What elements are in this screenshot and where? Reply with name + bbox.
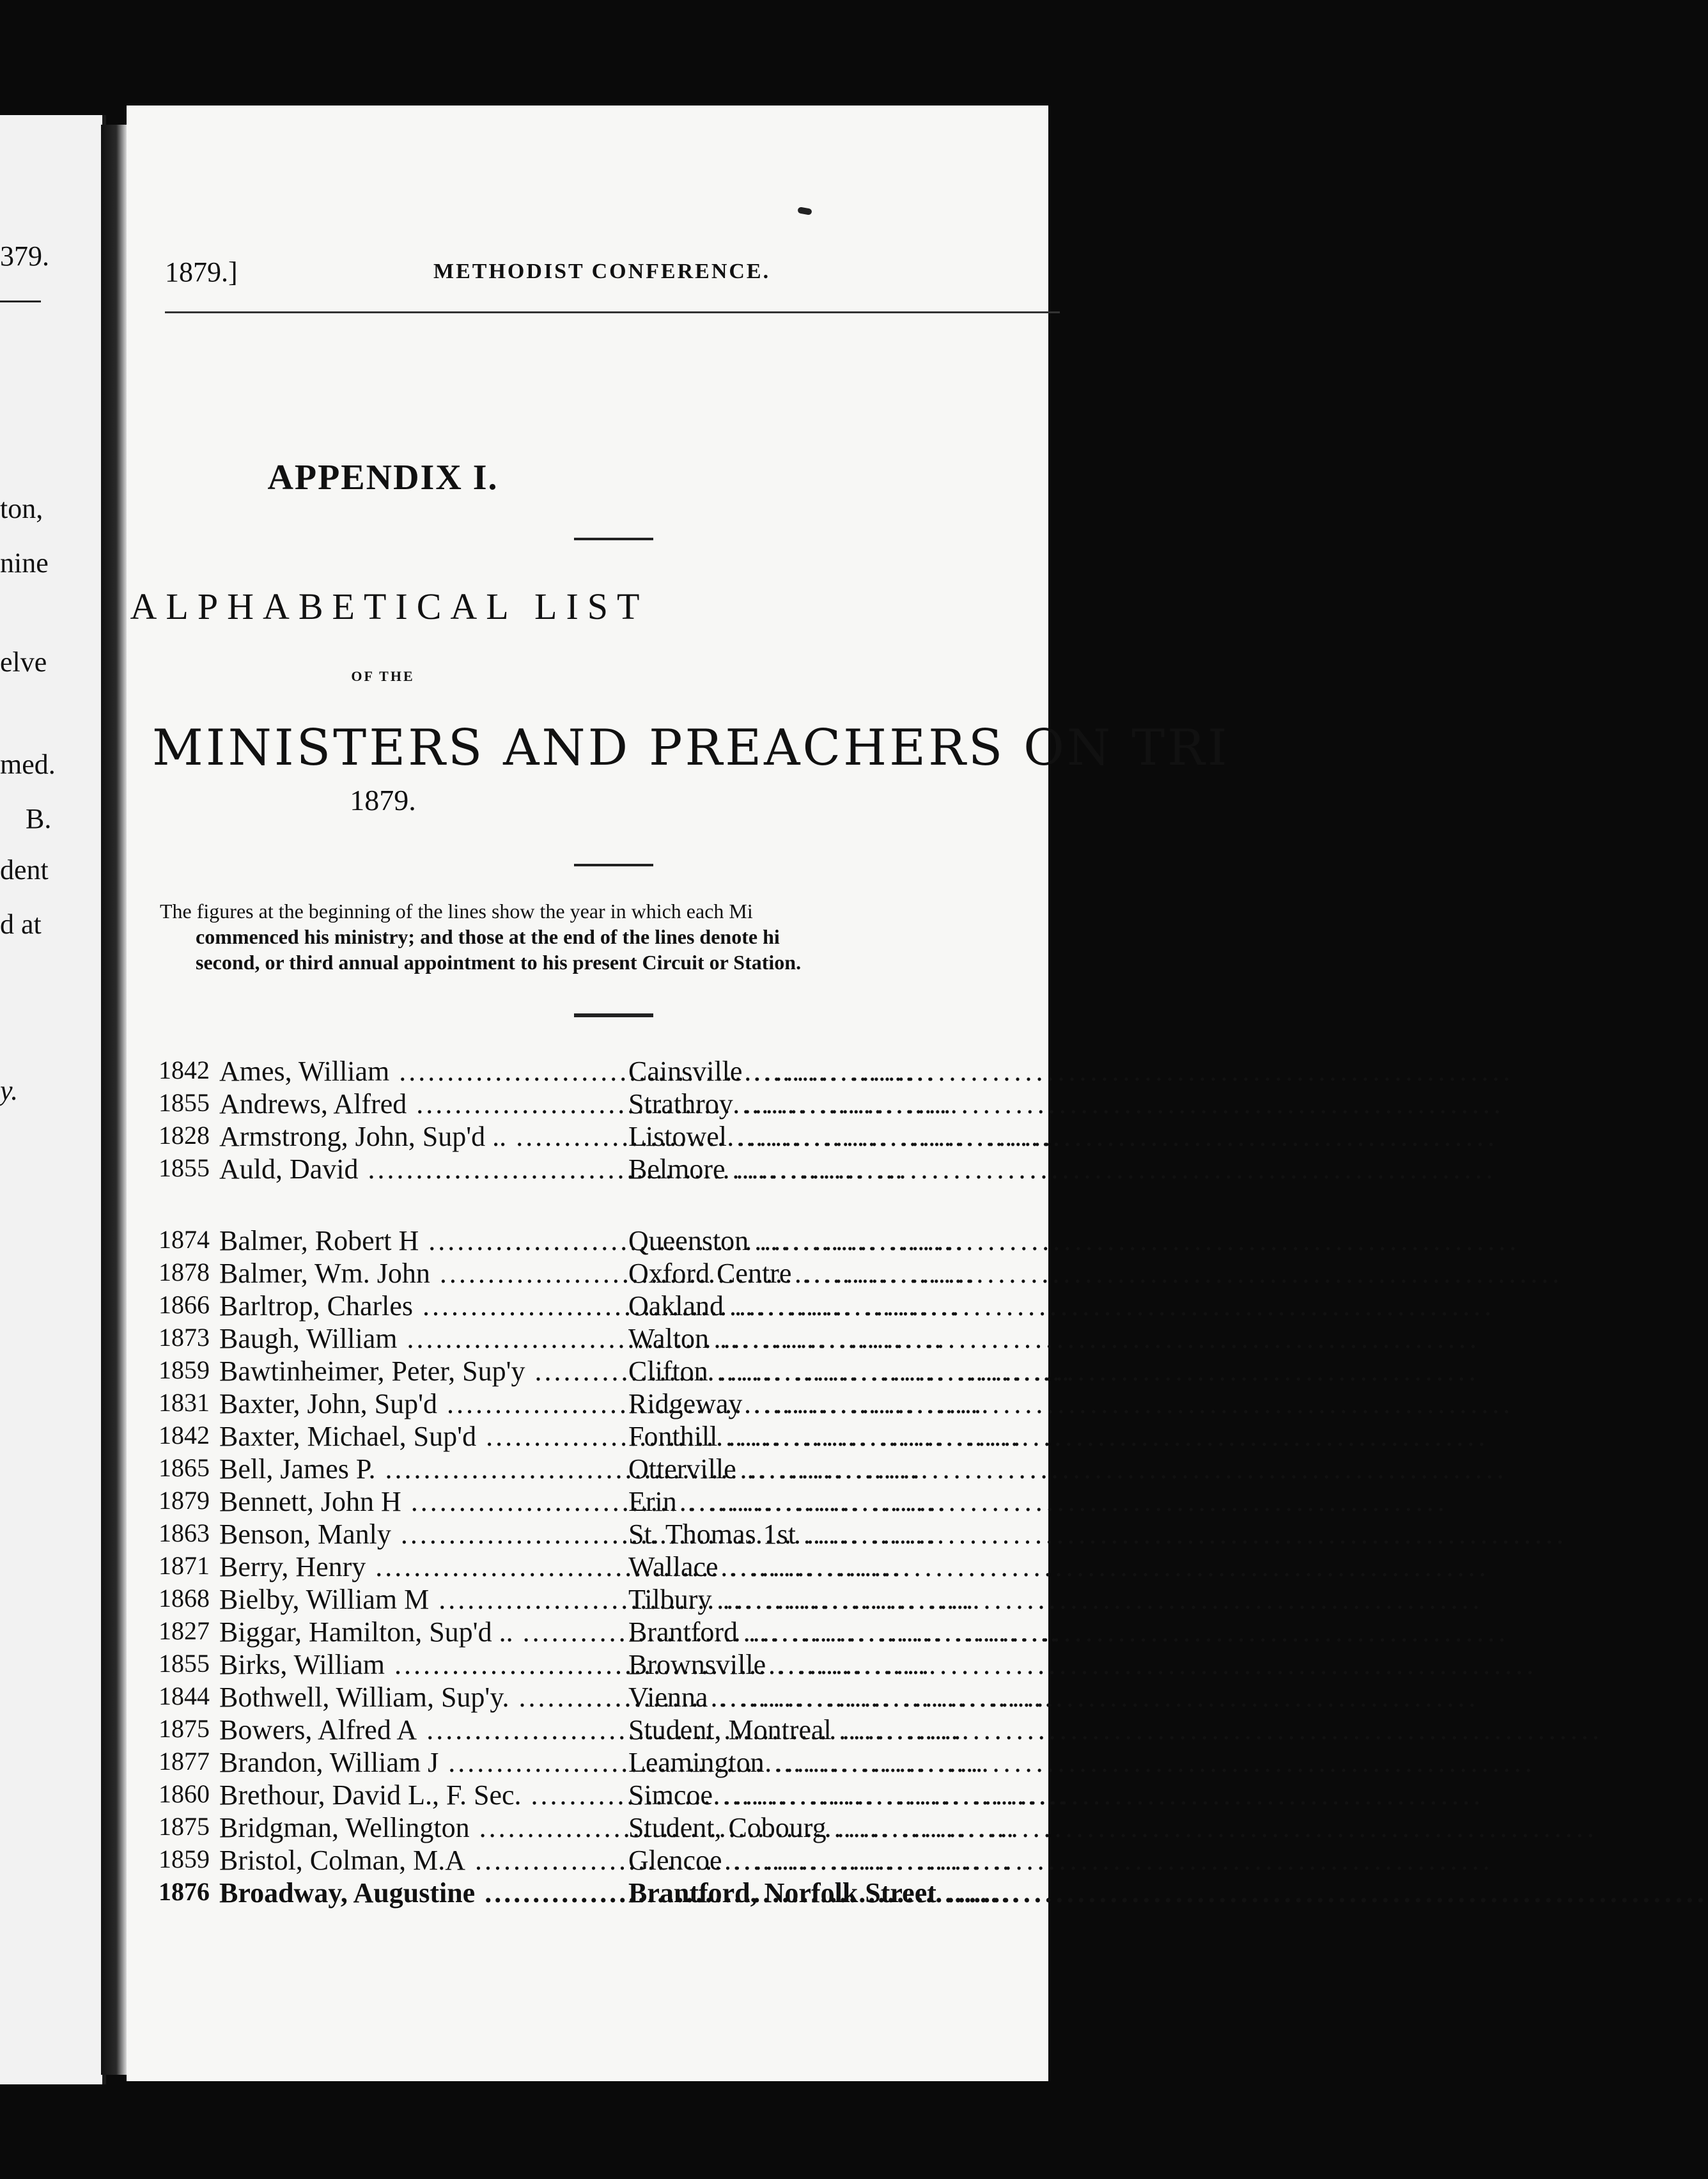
entry-name: Bristol, Colman, M.A ..... (219, 1844, 616, 1877)
entry-year: 1874 (159, 1225, 210, 1254)
entry-circuit: Listowel ..... (628, 1120, 1076, 1153)
entry-name: Bell, James P. ..... (219, 1453, 616, 1485)
double-divider-rule (574, 1013, 653, 1017)
list-item (159, 1746, 1053, 1779)
list-item (159, 1518, 1053, 1551)
header-year: 1879.] (165, 256, 238, 288)
entry-name: Baugh, William ..... (219, 1322, 616, 1355)
entry-year: 1827 (159, 1616, 210, 1645)
entry-year: 1842 (159, 1421, 210, 1449)
divider-rule (574, 864, 653, 866)
list-item (159, 1322, 1053, 1355)
facing-page-fragment: B. (26, 803, 52, 834)
of-the-label: OF THE (351, 668, 415, 684)
divider-rule (574, 538, 653, 540)
explanatory-note (160, 898, 1055, 975)
list-item (159, 1355, 1053, 1388)
facing-page (0, 115, 106, 2084)
entry-year: 1873 (159, 1323, 210, 1352)
entry-year: 1866 (159, 1290, 210, 1319)
entry-name: Broadway, Augustine ..... (219, 1877, 616, 1909)
entry-year: 1855 (159, 1088, 210, 1117)
list-item (159, 1290, 1053, 1323)
entry-year: 1863 (159, 1519, 210, 1547)
entry-circuit: St. Thomas 1st ..... (628, 1518, 1076, 1550)
entry-name: Ames, William ..... (219, 1055, 616, 1088)
entry-circuit: Brantford, Norfolk Street ..... (628, 1877, 1076, 1909)
entry-name: Andrews, Alfred ..... (219, 1088, 616, 1120)
entry-circuit: Queenston ..... (628, 1224, 1076, 1257)
facing-page-fragment: med. (0, 749, 56, 780)
entry-name: Biggar, Hamilton, Sup'd .. ..... (219, 1616, 616, 1648)
entry-name: Bowers, Alfred A ..... (219, 1714, 616, 1746)
entry-circuit: Brantford ..... (628, 1616, 1076, 1648)
entry-circuit: Clifton ..... (628, 1355, 1076, 1387)
note-line: The figures at the beginning of the lines show the year in which each Mi (160, 900, 753, 923)
entry-name: Benson, Manly ..... (219, 1518, 616, 1550)
entry-circuit: Belmore ..... (628, 1153, 1076, 1185)
entry-year: 1865 (159, 1453, 210, 1482)
appendix-title: APPENDIX I. (267, 458, 499, 497)
list-item (159, 1844, 1053, 1877)
entry-year: 1842 (159, 1056, 210, 1084)
list-item (159, 1877, 1053, 1910)
entry-year: 1871 (159, 1551, 210, 1580)
list-item (159, 1257, 1053, 1290)
entry-name: Berry, Henry ..... (219, 1550, 616, 1583)
entry-circuit: Student, Montreal ..... (628, 1714, 1076, 1746)
entry-name: Bielby, William M ..... (219, 1583, 616, 1616)
entry-name: Bawtinheimer, Peter, Sup'y ..... (219, 1355, 616, 1387)
header-rule (165, 311, 1060, 313)
list-subheading: MINISTERS AND PREACHERS ON TRI (152, 719, 1230, 777)
list-item (159, 1616, 1053, 1649)
ink-mark (797, 207, 812, 215)
list-item (159, 1120, 1053, 1153)
entry-circuit: Oxford Centre ..... (628, 1257, 1076, 1290)
header-title: METHODIST CONFERENCE. (433, 260, 771, 283)
entry-name: Barltrop, Charles ..... (219, 1290, 616, 1322)
entry-year: 1875 (159, 1812, 210, 1841)
entry-circuit: Leamington ..... (628, 1746, 1076, 1779)
entry-year: 1855 (159, 1153, 210, 1182)
entry-name: Brethour, David L., F. Sec. ..... (219, 1779, 616, 1811)
entry-circuit: Ridgeway ..... (628, 1387, 1076, 1420)
entry-circuit: Otterville ..... (628, 1453, 1076, 1485)
note-line: commenced his ministry; and those at the end of the lines denote hi (196, 925, 780, 948)
list-item (159, 1485, 1053, 1519)
list-item (159, 1550, 1053, 1584)
facing-page-fragment: d at (0, 909, 42, 940)
list-year: 1879. (350, 784, 416, 816)
entry-circuit: Walton ..... (628, 1322, 1076, 1355)
entry-year: 1879 (159, 1486, 210, 1515)
entry-name: Bothwell, William, Sup'y. ..... (219, 1681, 616, 1714)
list-item (159, 1583, 1053, 1616)
entry-year: 1831 (159, 1388, 210, 1417)
list-heading: ALPHABETICAL LIST (130, 586, 649, 627)
list-item (159, 1153, 1053, 1186)
entry-year: 1877 (159, 1747, 210, 1776)
entry-circuit: Erin ..... (628, 1485, 1076, 1518)
entry-circuit: Cainsville ..... (628, 1055, 1076, 1088)
entry-name: Birks, William ..... (219, 1648, 616, 1681)
entry-circuit: Vienna ..... (628, 1681, 1076, 1714)
document-page (127, 105, 1230, 2081)
entry-year: 1878 (159, 1258, 210, 1286)
list-item (159, 1387, 1053, 1421)
list-item (159, 1055, 1053, 1088)
entry-circuit: Strathroy ..... (628, 1088, 1076, 1120)
entry-name: Balmer, Robert H ..... (219, 1224, 616, 1257)
entry-name: Armstrong, John, Sup'd .. ..... (219, 1120, 616, 1153)
book-gutter (101, 125, 127, 2075)
entry-year: 1859 (159, 1355, 210, 1384)
list-item (159, 1681, 1053, 1714)
entry-circuit: Fonthill ..... (628, 1420, 1076, 1453)
entry-year: 1868 (159, 1584, 210, 1613)
entry-year: 1860 (159, 1779, 210, 1808)
list-item (159, 1420, 1053, 1453)
entry-year: 1855 (159, 1649, 210, 1678)
entry-year: 1828 (159, 1121, 210, 1150)
facing-page-fragment: 379. (0, 240, 49, 272)
entry-circuit: Brownsville ..... (628, 1648, 1076, 1681)
facing-page-fragment: ton, (0, 493, 43, 524)
facing-page-rule (0, 301, 41, 302)
facing-page-fragment: elve (0, 646, 47, 678)
entry-name: Brandon, William J ..... (219, 1746, 616, 1779)
entry-circuit: Glencoe ..... (628, 1844, 1076, 1877)
entry-year: 1859 (159, 1845, 210, 1873)
note-line: second, or third annual appointment to his present Circuit or Station. (196, 951, 802, 974)
entry-year: 1876 (159, 1877, 210, 1906)
list-item (159, 1811, 1053, 1845)
list-item (159, 1779, 1053, 1812)
facing-page-fragment: y. (0, 1075, 19, 1106)
entry-name: Bridgman, Wellington ..... (219, 1811, 616, 1844)
entry-name: Bennett, John H ..... (219, 1485, 616, 1518)
facing-page-fragment: dent (0, 854, 49, 886)
list-item (159, 1224, 1053, 1258)
list-item (159, 1648, 1053, 1682)
list-item (159, 1088, 1053, 1121)
list-item (159, 1714, 1053, 1747)
entry-circuit: Student, Cobourg ..... (628, 1811, 1076, 1844)
entry-name: Baxter, John, Sup'd ..... (219, 1387, 616, 1420)
entry-circuit: Tilbury ..... (628, 1583, 1076, 1616)
entry-circuit: Simcoe ..... (628, 1779, 1076, 1811)
entry-year: 1875 (159, 1714, 210, 1743)
entry-circuit: Oakland ..... (628, 1290, 1076, 1322)
entry-name: Baxter, Michael, Sup'd ..... (219, 1420, 616, 1453)
list-item (159, 1453, 1053, 1486)
entry-year: 1844 (159, 1682, 210, 1710)
entry-name: Balmer, Wm. John ..... (219, 1257, 616, 1290)
entry-name: Auld, David ..... (219, 1153, 616, 1185)
entry-circuit: Wallace ..... (628, 1550, 1076, 1583)
facing-page-fragment: nine (0, 547, 49, 579)
